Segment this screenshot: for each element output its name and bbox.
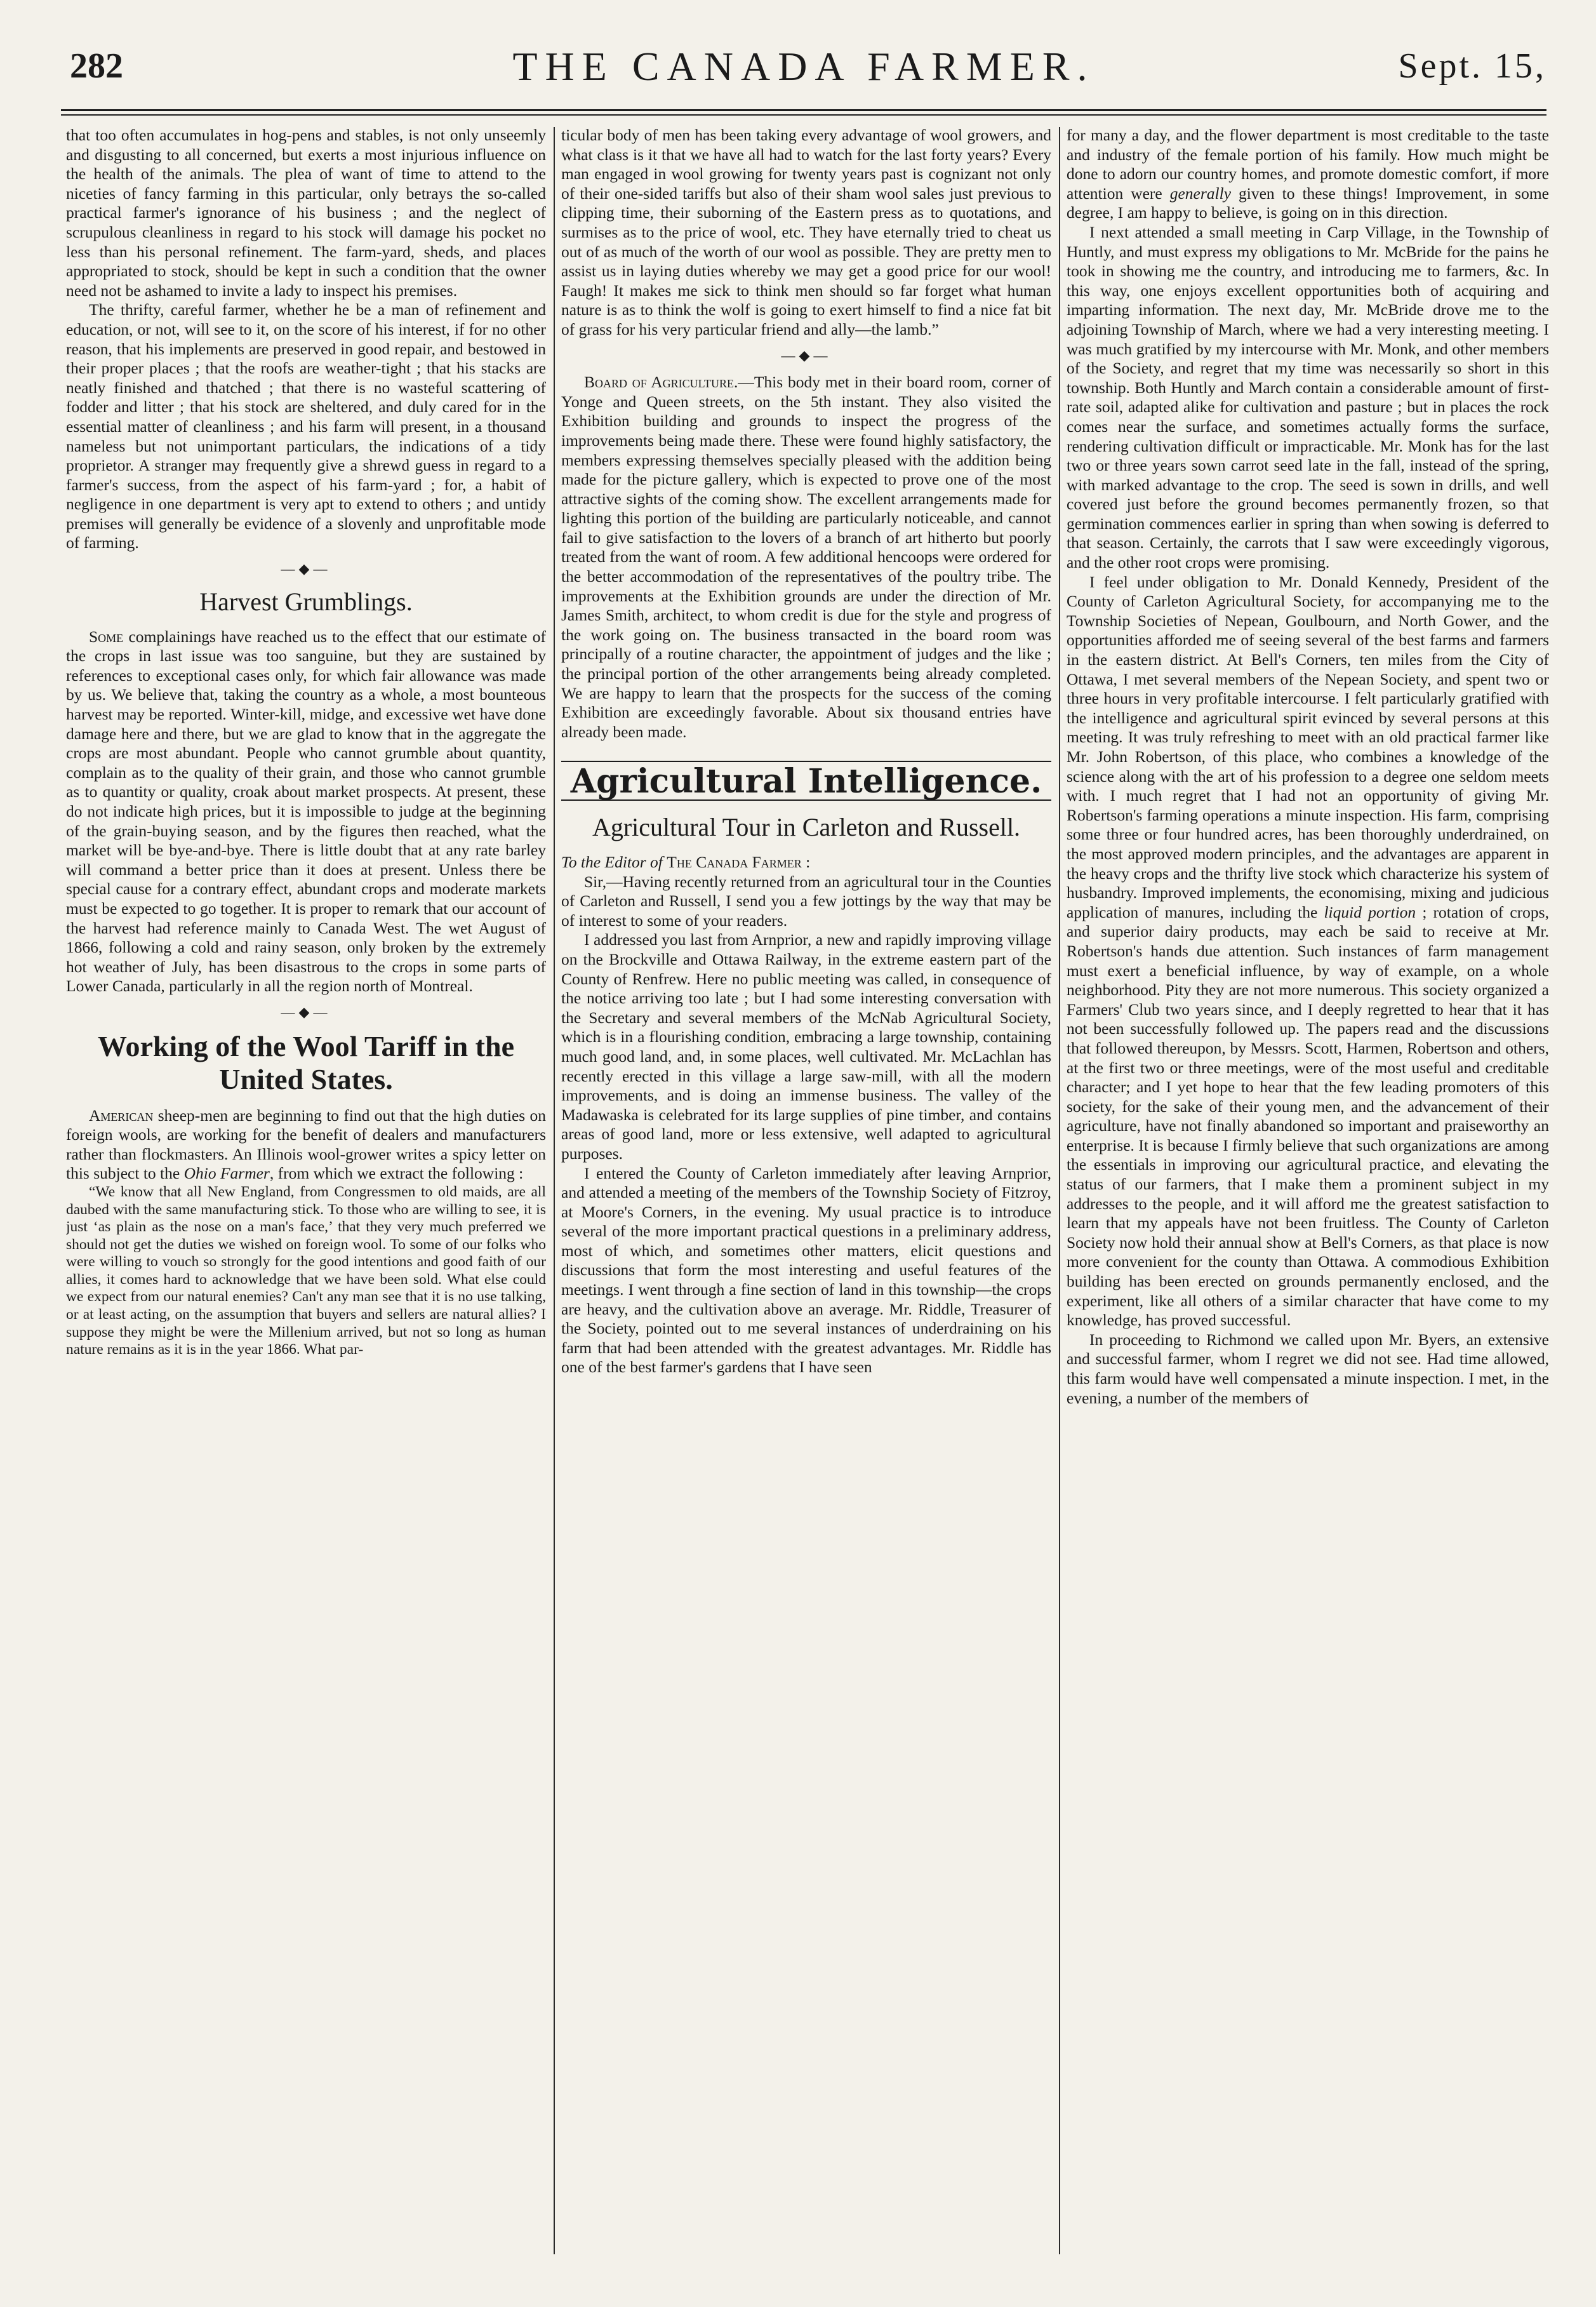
- column-1: [66, 126, 546, 2259]
- page-number: 282: [70, 46, 123, 86]
- article-paragraph: [66, 1106, 546, 1184]
- article-paragraph: that too often accumulates in hog-pens and stables, is not only unseemly and disgusting to all concerned, but exerts a most injurious influence on the health of the animals. The plea of want of time to attend to the niceties of fancy farming in this particular, only betrays the so-called practical farmer's ignorance of his business ; and the neglect of scrupulous cleanliness in regard to his stock will damage his pocket no less than his personal refinement. The farm-yard, sheds, and places appropriated to stock, should be kept in such a condition that the owner need not be ashamed to invite a lady to inspect his premises.: [66, 126, 546, 300]
- heading-agricultural-tour: Agricultural Tour in Carleton and Russell.: [592, 813, 1021, 841]
- column-divider: [554, 127, 555, 2254]
- article-paragraph: [561, 373, 1051, 742]
- article-paragraph: I entered the County of Carleton immediately after leaving Arnprior, and attended a meeting of the members of the Township Society of Fitzroy, at Moore's Corners, in the evening. My usual practice is to introduce several of the more important practical questions in a preliminary address, most of which, and sometimes other matters, elicit questions and discussions that form the most interesting and useful features of the meetings. I went through a fine section of land in this township—the crops are heavy, and the cultivation above an average. Mr. Riddle, Treasurer of the Society, pointed out to me several instances of underdraining on his farm that had been attended with the greatest advantages. Mr. Riddle has one of the best farmer's gardens that I have seen: [561, 1163, 1051, 1377]
- emphasis: liquid portion: [1324, 902, 1416, 921]
- quoted-letter: “We know that all New England, from Congressmen to old maids, are all daubed with the same manufacturing stick. To those who are willing to see, it is just ‘as plain as the nose on a man's face,’ that they very much preferred we should not get the duties we wished on foreign wool. To some of our folks who were willing to vouch so strongly for the good intentions and good faith of our allies, it comes hard to acknowledge that we have been sold. What else could we expect from our natural enemies? Can't any man see that it is no use talking, or at least acting, on the assumption that buyers and sellers are natural allies? I suppose they might be were the Millenium arrived, but not so long as human nature remains as it is in the year 1866. What par-: [66, 1183, 546, 1358]
- issue-date: Sept. 15,: [1398, 46, 1546, 86]
- quoted-letter-continued: ticular body of men has been taking every advantage of wool growers, and what class is it that we have all had to watch for the last forty years? Every man engaged in wool growing for twenty years past is cognizant not only of their one-sided tariffs but also of their sham wool sales just previous to clipping time, their suborning of the Eastern press as to quotations, and surmises as to the price of wool, etc. They have eternally tried to cheat us out of as much of the worth of our wool as possible. They are pretty men to assist us in laying duties whereby we may get a good price for our wool! Faugh! It makes me sick to think men should so far forget what human nature is as to think the wolf is going to exert himself to find a nice fat bit of grass for his very particular friend and ally—the lamb.”: [561, 126, 1051, 338]
- heading-harvest-grumblings: Harvest Grumblings.: [199, 587, 413, 616]
- article-paragraph: [1067, 126, 1549, 223]
- article-paragraph: Sir,—Having recently returned from an agricultural tour in the Counties of Carleton and Russell, I send you a few jottings by the way that may be of interest to some of your readers.: [561, 872, 1051, 930]
- paper-name: The Canada Farmer: [667, 853, 802, 871]
- lead-word: American: [89, 1106, 154, 1125]
- paragraph-text: for many a day, and the flower department is most creditable to the taste and industry of the female portion of his family. How much might be done to adorn our country homes, and promote domestic comfort, if more attention were: [1067, 126, 1549, 203]
- section-separator: —◆—: [281, 561, 331, 577]
- salutation-text: To the Editor of: [561, 853, 667, 871]
- paragraph-text: , from which we extract the following :: [269, 1164, 524, 1183]
- header-rule-thin: [61, 114, 1546, 116]
- section-separator: —◆—: [781, 347, 832, 363]
- heading-wool-tariff: Working of the Wool Tariff in the United States.: [97, 1029, 515, 1095]
- paragraph-text: sheep-men are beginning to find out that the high duties on foreign wools, are working for the benefit of dealers and manufacturers rather than flockmasters. An Illinois wool-grower writes a spicy letter on this subject to the: [66, 1106, 546, 1183]
- page-header: [61, 39, 1546, 103]
- salutation: [561, 853, 1051, 873]
- article-paragraph: The thrifty, careful farmer, whether he be a man of refinement and education, or not, will see to it, on the score of his interest, if for no other reason, that his implements are preserved in good repair, and bestowed in their proper places ; that the roofs are weather-tight ; that his stacks are neatly finished and thatched ; that there is no wasteful scattering of fodder and litter ; that his stock are sheltered, and duly cared for in the essential matter of cleanliness ; and his farm will present, in a thousand nameless but not unimportant particulars, the indications of a tidy proprietor. A stranger may frequently give a shrewd guess in regard to a farmer's success, from the aspect of his farm-yard ; for, a habit of negligence in one department is very apt to extend to others ; and untidy premises will generally be evidence of a slovenly and unprofitable mode of farming.: [66, 300, 546, 552]
- emphasis: generally: [1169, 184, 1232, 203]
- section-banner: Agricultural Intelligence.: [561, 761, 1051, 801]
- salutation-text: :: [801, 853, 811, 871]
- paper-title: THE CANADA FARMER.: [512, 44, 1095, 89]
- article-paragraph: [1067, 573, 1549, 1330]
- paragraph-text: complainings have reached us to the effect that our estimate of the crops in last issue was too sanguine, but they are sustained by references to exceptional cases only, for which fair allowance was made by us. We believe that, taking the country as a whole, a most bounteous harvest may be reported. Winter-kill, midge, and excessive wet have done damage here and there, but we are glad to know that in the aggregate the crops are most abundant. People who cannot grumble about quantity, complain as to the quality of their grain, and those who cannot grumble as to quantity or quality, croak about market prospects. At present, these do not indicate high prices, but it is impossible to judge at the beginning of the grain-buying season, and by the figures then reached, what the market will be bye-and-bye. There is little doubt that at any rate barley will command a better price than it does at present. Unless there be special cause for a contrary effect, abundant crops and moderate markets must be expected to go together. It is proper to remark that our account of the harvest had reference mainly to Canada West. The wet August of 1866, following a cold and rainy season, only broken by the extremely hot weather of July, has been disastrous to the crops in some parts of Lower Canada, particularly in all the region north of Montreal.: [66, 627, 546, 996]
- column-3: [1067, 126, 1549, 2259]
- lead-word: Some: [89, 627, 124, 646]
- column-divider: [1059, 127, 1060, 2254]
- paragraph-text: I feel under obligation to Mr. Donald Kennedy, President of the County of Carleton Agricultural Society, for accompanying me to the Township Societies of Nepean, Goulbourn, and North Gower, and the opportunities afforded me of seeing several of the best farms and farmers in the eastern district. At Bell's Corners, ten miles from the City of Ottawa, I met several members of the Nepean Society, and spent two or three hours in very profitable intercourse. I felt particularly gratified with the intelligence and agricultural spirit evinced by several persons at this meeting. It was truly refreshing to meet with an old practical farmer like Mr. John Robertson, of this place, who combines a knowledge of the science along with the art of his profession to a degree one seldom meets with. I much regret that I had not an opportunity of giving Mr. Robertson's farming operations a minute inspection. His farm, comprising some three or four hundred acres, has been thoroughly underdrained, on the most approved modern principles, and the advantages are apparent in the heavy crops and the thrifty live stock which characterize his system of husbandry. Improved implements, the economising, mixing and judicious application of manures, including the: [1067, 572, 1549, 921]
- publication-name: Ohio Farmer: [183, 1164, 270, 1183]
- article-paragraph: I addressed you last from Arnprior, a new and rapidly improving village on the Brockville and Ottawa Railway, in the extreme eastern part of the County of Renfrew. Here no public meeting was called, in consequence of the notice arriving too late ; but I had some interesting conversation with the Secretary and several members of the McNab Agricultural Society, which is in a flourishing condition, embracing a large township, containing much good land, and, in some places, well cultivated. Mr. McLachlan has recently erected in this village a large saw-mill, with all the modern improvements, and is doing an immense business. The valley of the Madawaska is celebrated for its large supplies of pine timber, and contains areas of good land, more or less extensive, well adapted to agricultural purposes.: [561, 930, 1051, 1163]
- paragraph-text: ; rotation of crops, and superior dairy products, may each be said to receive at Mr. Robertson's hands due attention. Such instances of farm management must exert a beneficial influence, by way of example, on a whole neighborhood. Pity they are not more numerous. This society organized a Farmers' Club two years since, and I deeply regretted to hear that it has not been successfully followed up. The papers read and the discussions that followed thereupon, by Messrs. Scott, Harmen, Robertson and others, at the first two or three meetings, were of the most useful and creditable character; and I yet hope to hear that the few leading promoters of this society, for the sake of their young men, and the advancement of their agriculture, have not finally abandoned so important and praiseworthy an enterprise. It is because I firmly believe that such organizations are among the essentials in improving our agricultural practice, and elevating the status of our farmers, that I make them a prominent subject in my addresses to the people, and it will afford me the greatest satisfaction to learn that my appeals have not been fruitless. The County of Carleton Society now hold their annual show at Bell's Corners, as that place is now more convenient for the county than Ottawa. A commodious Exhibition building has been erected on grounds permanently enclosed, and the experiment, like all others of a similar character that have come to my knowledge, has proved successful.: [1067, 902, 1549, 1330]
- article-paragraph: I next attended a small meeting in Carp Village, in the Township of Huntly, and must express my obligations to Mr. McBride for the pains he took in showing me the country, and introducing me to farmers, &c. In this way, one enjoys excellent opportunities both of acquiring and imparting information. The next day, Mr. McBride drove me to the adjoining Township of March, where we had a very interesting meeting. I was much gratified by my intercourse with Mr. Monk, and other members of the Society, and regret that my time was necessarily so short in this township. Both Huntly and March contain a considerable amount of first-rate soil, adapted alike for cultivation and pasture ; but in places the rock comes near the surface, and sometimes actually forms the surface, rendering cultivation difficult or impracticable. Mr. Monk has for the last two or three years sown carrot seed late in the fall, instead of the spring, with marked advantage to the crop. The seed is sown in drills, and well covered just before the ground becomes permanently frozen, so that germination commences earlier in spring than when sowing is deferred to that season. Certainly, the carrots that I saw were exceedingly vigorous, and the other root crops were promising.: [1067, 222, 1549, 572]
- paragraph-text: —This body met in their board room, corner of Yonge and Queen streets, on the 5th instant. They also visited the Exhibition building and grounds to inspect the progress of the improvements being made there. These were found highly satisfactory, the members expressing themselves specially pleased with the addition being made for the picture gallery, which is expected to prove one of the most attractive sights of the coming show. The excellent arrangements made for lighting this portion of the building are particularly noticeable, and cannot fail to give satisfaction to the lovers of a branch of art hitherto but poorly treated from the want of room. A few additional hencoops were ordered for the better accommodation of the representatives of the poultry tribe. The improvements at the Exhibition grounds are under the direction of Mr. James Smith, architect, to whom credit is due for the style and progress of the work going on. The business transacted in the board room was principally of a routine character, the appointment of judges and the like ; the principal portion of the other arrangements being already completed. We are happy to learn that the prospects for the success of the coming Exhibition are exceedingly favorable. About six thousand entries have already been made.: [561, 373, 1051, 741]
- column-2: [561, 126, 1051, 2259]
- article-paragraph: In proceeding to Richmond we called upon Mr. Byers, an extensive and successful farmer, whom I regret we did not see. Had time allowed, this farm would have well compensated a minute inspection. I met, in the evening, a number of the members of: [1067, 1330, 1549, 1407]
- paragraph-text: given to these things! Improvement, in some degree, I am happy to believe, is going on in this direction.: [1067, 184, 1549, 222]
- run-in-heading: Board of Agriculture.: [584, 373, 738, 392]
- section-separator: —◆—: [281, 1003, 331, 1020]
- header-rule: [61, 109, 1546, 111]
- article-paragraph: [66, 627, 546, 996]
